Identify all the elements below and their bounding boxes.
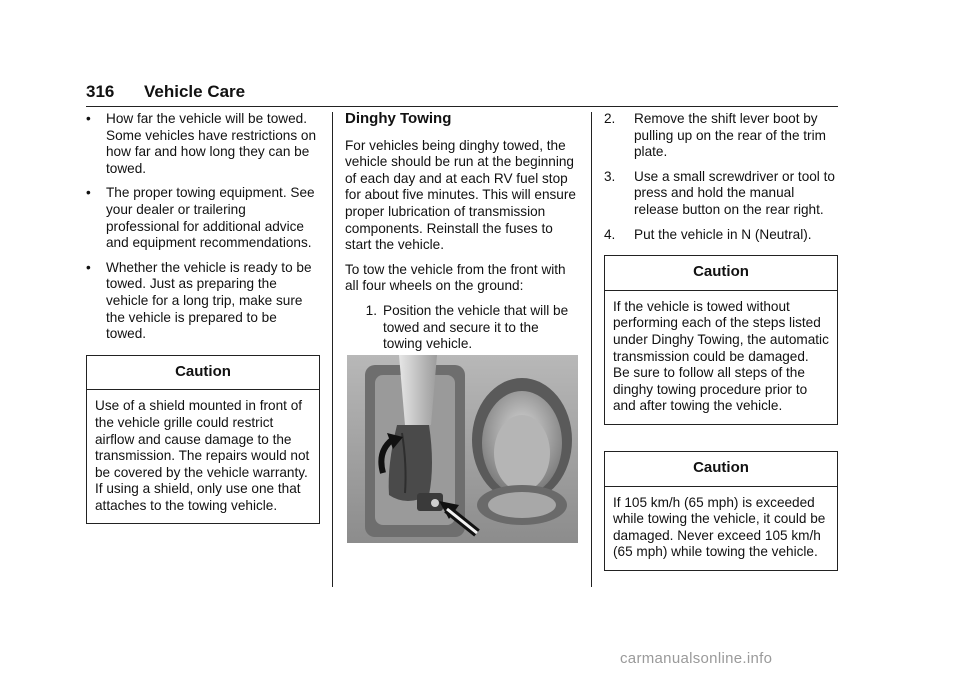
- step-item: [345, 303, 580, 353]
- column-right: [604, 111, 838, 571]
- shift-lever-boot-illustration: [347, 355, 578, 543]
- bullet-marker: •: [86, 185, 91, 201]
- bullet-item: [86, 260, 320, 343]
- step-number: 3.: [604, 168, 616, 184]
- step-item: [604, 111, 838, 161]
- bullet-text: Whether the vehicle is ready to be towed. Just as preparing the vehicle for a long trip, make sure the vehicle is prepared to be towed.: [106, 259, 312, 342]
- column-divider-right: [591, 112, 592, 587]
- caution-box-speed: [604, 451, 838, 571]
- column-divider-left: [332, 112, 333, 587]
- step-number: 4.: [604, 226, 616, 242]
- caution-title: Caution: [605, 452, 837, 487]
- step-number: 2.: [604, 111, 616, 126]
- step-item: [604, 227, 838, 244]
- bullet-text: The proper towing equipment. See your dealer or trailering professional for additional advice and equipment recommendations.: [106, 185, 315, 251]
- step-text: Put the vehicle in N (Neutral).: [634, 226, 812, 242]
- caution-title: Caution: [605, 256, 837, 291]
- watermark-text: carmanualsonline.info: [620, 650, 773, 667]
- dinghy-intro-paragraph: For vehicles being dinghy towed, the vehicle should be run at the beginning of each day and at each RV fuel stop for about five minutes. This will ensure proper lubrication of transmission components. Reinstall the fuses to start the vehicle.: [345, 137, 576, 253]
- bullet-marker: •: [86, 259, 91, 275]
- step-text: Use a small screwdriver or tool to press and hold the manual release button on the rear right.: [634, 168, 835, 217]
- caution-box-shield: [86, 355, 320, 525]
- step-item: [604, 169, 838, 219]
- column-left: [86, 111, 320, 524]
- column-middle: [345, 111, 580, 361]
- section-title: Vehicle Care: [144, 82, 246, 101]
- step-number: 1.: [365, 302, 377, 318]
- bullet-item: [86, 185, 320, 251]
- page-header: [86, 80, 838, 107]
- bullet-item: [86, 111, 320, 177]
- page-number: 316: [86, 82, 115, 101]
- step-text: Position the vehicle that will be towed and secure it to the towing vehicle.: [383, 302, 569, 352]
- caution-text: If 105 km/h (65 mph) is exceeded while towing the vehicle, it could be damaged. Never exceed 105 km/h (65 mph) while towing the vehicle.: [613, 494, 826, 560]
- caution-text: If the vehicle is towed without performing each of the steps listed under Dinghy Towing, the automatic transmission could be damaged. Be sure to follow all steps of the dinghy towing procedure prior to and after towing the vehicle.: [613, 298, 829, 414]
- dinghy-towing-heading: Dinghy Towing: [345, 110, 452, 127]
- dinghy-steps-intro: To tow the vehicle from the front with all four wheels on the ground:: [345, 261, 566, 294]
- step-text: Remove the shift lever boot by pulling up on the rear of the trim plate.: [634, 111, 826, 160]
- caution-text: Use of a shield mounted in front of the vehicle grille could restrict airflow and cause damage to the transmission. The repairs would not be covered by the vehicle warranty. If using a shield, only use one that attaches to the towing vehicle.: [95, 398, 310, 513]
- bullet-text: How far the vehicle will be towed. Some vehicles have restrictions on how far and how long they can be towed.: [106, 111, 317, 176]
- bullet-marker: •: [86, 111, 91, 126]
- caution-box-dinghy-steps: [604, 255, 838, 425]
- caution-title: Caution: [87, 356, 319, 391]
